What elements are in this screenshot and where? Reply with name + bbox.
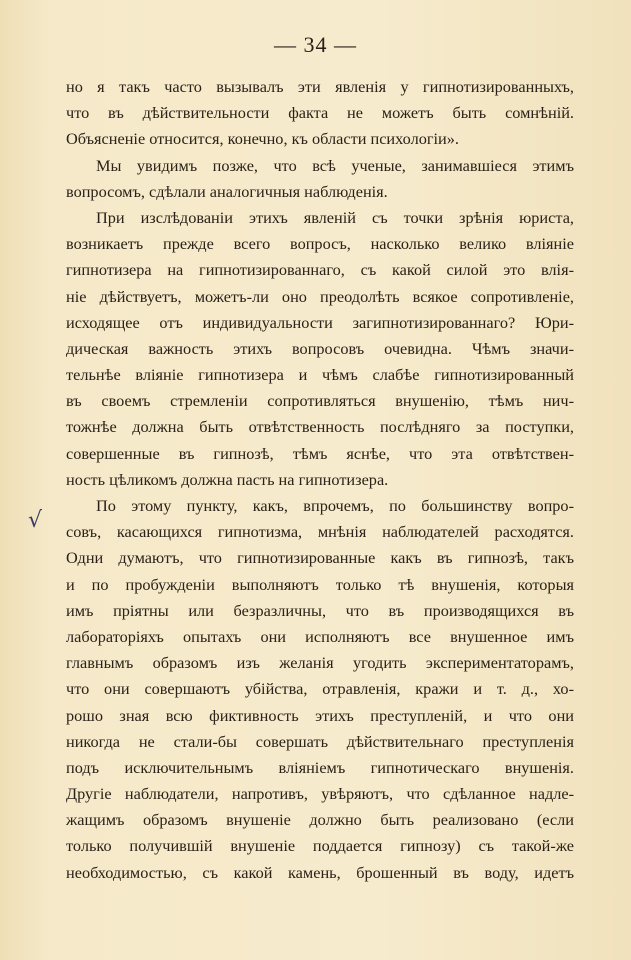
text-line: тельнѣе вліяніе гипнотизера и чѣмъ слабѣе гипнотизированный <box>66 365 574 385</box>
text-line: Объясненіе относится, конечно, къ области психологіи». <box>66 129 459 149</box>
body-text <box>66 74 574 886</box>
text-line: исходящее отъ индивидуальности загипнотизированнаго? Юри- <box>66 312 574 332</box>
text-line: При изслѣдованіи этихъ явленій съ точки зрѣнія юриста, <box>96 207 574 227</box>
text-line: По этому пункту, какъ, впрочемъ, по большинству вопро- <box>96 496 574 515</box>
text-line: возникаетъ прежде всего вопросъ, насколько велико вліяніе <box>66 234 574 254</box>
text-line: и по пробужденіи выполняютъ только тѣ внушенія, которыя <box>66 574 574 594</box>
text-line: необходимостью, съ какой камень, брошенный въ воду, идетъ <box>66 862 574 882</box>
text-line: гипнотизера на гипнотизированнаго, съ какой силой это влія- <box>66 260 574 280</box>
text-line: что они совершаютъ убійства, отравленія, кражи и т. д., хо- <box>66 679 574 699</box>
text-line: рошо зная всю фиктивность этихъ преступленій, и что они <box>66 705 574 725</box>
text-line: совершенные въ гипнозѣ, тѣмъ яснѣе, что эта отвѣтствен- <box>66 443 574 463</box>
text-line: Мы увидимъ позже, что всѣ ученые, занимавшіеся этимъ <box>96 155 574 175</box>
text-line: дическая важность этихъ вопросовъ очевидна. Чѣмъ значи- <box>66 338 574 358</box>
margin-check-mark: √ <box>28 508 43 533</box>
text-line: въ своемъ стремленіи сопротивляться внушенію, тѣмъ нич- <box>66 391 574 411</box>
text-line: имъ пріятны или безразличны, что въ производящихся въ <box>66 600 574 620</box>
text-line: совъ, касающихся гипнотизма, мнѣнія наблюдателей расходятся. <box>66 522 574 542</box>
text-line: ніе дѣйствуетъ, можетъ-ли оно преодолѣть всякое сопротивленіе, <box>66 286 574 306</box>
text-line: но я такъ часто вызывалъ эти явленія у гипнотизированныхъ, <box>66 77 574 96</box>
text-line: жащимъ образомъ внушеніе должно быть реализовано (если <box>66 810 574 830</box>
text-line: вопросомъ, сдѣлали аналогичныя наблюденія. <box>66 181 388 201</box>
text-line: подъ исключительнымъ вліяніемъ гипнотическаго внушенія. <box>66 757 574 777</box>
text-line: тожнѣе должна быть отвѣтственность послѣдняго за поступки, <box>66 417 574 437</box>
text-line: что въ дѣйствительности факта не можетъ быть сомнѣній. <box>66 103 574 123</box>
text-line: ность цѣликомъ должна пасть на гипнотизера. <box>66 469 389 489</box>
text-line: Другіе наблюдатели, напротивъ, увѣряютъ, что сдѣланное надле- <box>66 784 574 804</box>
text-line: главнымъ образомъ изъ желанія угодить экспериментаторамъ, <box>66 653 574 673</box>
text-line: лабораторіяхъ опытахъ они исполняютъ все внушенное имъ <box>66 626 574 646</box>
page-number: — 34 — <box>274 32 357 57</box>
text-line: никогда не стали-бы совершать дѣйствительнаго преступленія <box>66 731 574 751</box>
text-line: Одни думаютъ, что гипнотизированные какъ въ гипнозѣ, такъ <box>66 548 574 568</box>
text-line: только получившій внушеніе поддается гипнозу) съ такой-же <box>66 836 574 856</box>
